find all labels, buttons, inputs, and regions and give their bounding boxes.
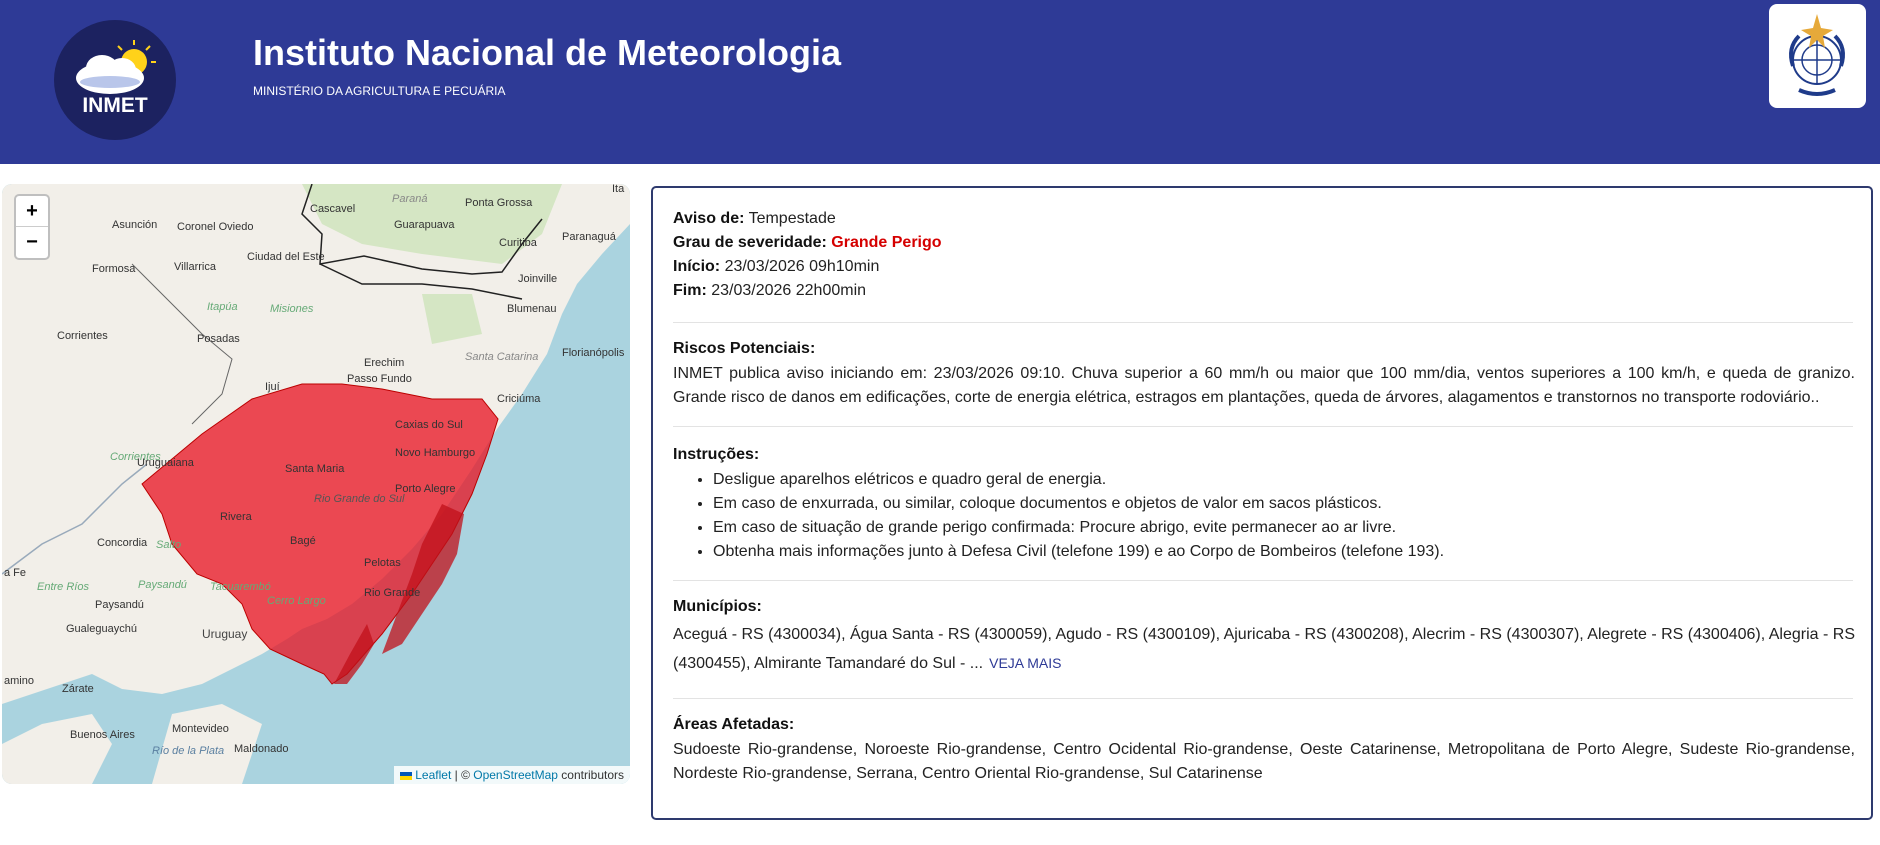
map-label: Cerro Largo [267, 595, 326, 607]
map-label: Cascavel [310, 203, 356, 215]
map-label: Buenos Aires [70, 729, 135, 741]
municipios-heading: Municípios: [673, 598, 762, 615]
map-label: Uruguaiana [137, 457, 194, 469]
veja-mais-link[interactable]: VEJA MAIS [989, 655, 1062, 671]
riscos-heading: Riscos Potenciais: [673, 340, 816, 357]
instrucao-item: • Em caso de enxurrada, ou similar, coloque documentos e objetos de valor em sacos plásticos. [713, 492, 1444, 516]
aviso-value: Tempestade [748, 210, 836, 227]
inicio-value: 23/03/2026 09h10min [724, 258, 880, 275]
municipios-text: Aceguá - RS (4300034), Água Santa - RS (4300059), Agudo - RS (4300109), Ajuricaba - RS (4300208), Alecrim - RS (4300307), Alegrete - RS (4300406), Alegria - RS (4300455), Almirante Tamandaré do Sul - ... [673, 626, 1855, 672]
map-label: Rio Grande [364, 587, 421, 599]
zoom-out-button[interactable]: − [26, 231, 38, 253]
zoom-in-button[interactable]: + [16, 196, 48, 227]
wmo-emblem-icon [1769, 4, 1866, 108]
map-label: Maldonado [234, 743, 289, 755]
map-label: Asunción [112, 219, 158, 231]
site-header [0, 0, 1880, 164]
fim-row [673, 282, 866, 300]
map-label: Santa Maria [285, 463, 345, 475]
map-label: Rivera [220, 511, 252, 523]
map-label: Ita [612, 184, 625, 195]
leaflet-link[interactable]: Leaflet [415, 768, 452, 782]
divider [673, 426, 1853, 427]
map-label: Paranaguá [562, 231, 616, 243]
map-label: Porto Alegre [395, 483, 456, 495]
map-label: Villarrica [174, 261, 216, 273]
map-label: Erechim [364, 357, 405, 369]
page-subtitle: MINISTÉRIO DA AGRICULTURA E PECUÁRIA [253, 84, 506, 98]
map-label: Itapúa [207, 301, 238, 313]
areas-text: Sudoeste Rio-grandense, Noroeste Rio-grandense, Centro Ocidental Rio-grandense, Oeste Catarinense, Metropolitana de Porto Alegre, Sudeste Rio-grandense, Nordeste Rio-grandense, Serrana, Centro Oriental Rio-grandense, Sul Catarinense [673, 741, 1855, 782]
divider [673, 580, 1853, 581]
inicio-row [673, 258, 879, 276]
map-label: Formosa [92, 263, 136, 275]
map-label: a Fe [4, 567, 27, 579]
map-label: Uruguay [202, 627, 248, 641]
page-title: Instituto Nacional de Meteorologia [253, 32, 842, 73]
map-label: Río de la Plata [152, 745, 225, 757]
map-label: Passo Fundo [347, 373, 412, 385]
map-label: Paysandú [138, 579, 187, 591]
map-label: Joinville [518, 273, 558, 285]
attribution-separator: | © [451, 768, 474, 782]
map-label: Salto [156, 539, 182, 551]
map-label: Posadas [197, 333, 240, 345]
map-label: Ciudad del Este [247, 251, 325, 263]
map-label: Santa Catarina [465, 351, 539, 363]
openstreetmap-link[interactable]: OpenStreetMap [473, 768, 558, 782]
severity-label: Grau de severidade: [673, 234, 827, 251]
map-label: Corrientes [110, 451, 161, 463]
divider [673, 322, 1853, 323]
map-label: Concordia [97, 537, 148, 549]
map-label: Tacuarembó [210, 581, 271, 593]
map-label: Ponta Grossa [465, 197, 533, 209]
map-label: Entre Ríos [37, 581, 89, 593]
zoom-control [14, 194, 50, 260]
map-label: Paraná [392, 193, 428, 205]
instrucoes-list [673, 468, 1444, 564]
severity-value: Grande Perigo [831, 234, 942, 251]
map-label: Montevideo [172, 723, 229, 735]
alert-map[interactable] [2, 184, 630, 784]
instrucoes-heading: Instruções: [673, 446, 760, 463]
map-label: Curitiba [499, 237, 537, 249]
instrucao-item: • Obtenha mais informações junto à Defesa Civil (telefone 199) e ao Corpo de Bombeiros (telefone 193). [713, 540, 1444, 564]
ukraine-flag-icon [400, 772, 412, 780]
severity-row [673, 234, 942, 252]
fim-value: 23/03/2026 22h00min [711, 282, 867, 299]
aviso-row [673, 210, 836, 228]
aviso-label: Aviso de: [673, 210, 745, 227]
map-label: Rio Grande do Sul [314, 493, 405, 505]
instrucao-item: • Desligue aparelhos elétricos e quadro geral de energia. [713, 468, 1444, 492]
attribution-contributors: contributors [557, 768, 624, 782]
alert-details-panel [651, 186, 1873, 820]
map-label: Coronel Oviedo [177, 221, 254, 233]
map-label: Florianópolis [562, 347, 625, 359]
riscos-text: INMET publica aviso iniciando em: 23/03/2026 09:10. Chuva superior a 60 mm/h ou maior que 100 mm/dia, ventos superiores a 100 km/h, e queda de granizo. Grande risco de danos em edificações, corte de energia elétrica, estragos em plantações, queda de árvores, alagamentos e transtornos no transporte rodoviário.. [673, 365, 1855, 406]
divider [673, 698, 1853, 699]
map-label: Zárate [62, 683, 94, 695]
map-label: Bagé [290, 535, 316, 547]
map-label: Pelotas [364, 557, 401, 569]
map-label: Blumenau [507, 303, 557, 315]
map-label: Corrientes [57, 330, 108, 342]
sun-cloud-icon [54, 20, 176, 140]
map-label: Paysandú [95, 599, 144, 611]
map-attribution [394, 766, 630, 784]
logo-text: INMET [82, 94, 148, 117]
inmet-logo[interactable] [54, 20, 176, 140]
map-label: Guarapuava [394, 219, 455, 231]
instrucao-item: • Em caso de situação de grande perigo confirmada: Procure abrigo, evite permanecer ao ar livre. [713, 516, 1444, 540]
map-label: Novo Hamburgo [395, 447, 476, 459]
map-label: Ijuí [265, 381, 280, 393]
inicio-label: Início: [673, 258, 721, 275]
map-canvas[interactable] [2, 184, 630, 784]
municipios-text-block [673, 620, 1855, 678]
map-label: Criciúma [497, 393, 541, 405]
wmo-logo[interactable] [1769, 4, 1866, 108]
map-label: Misiones [270, 303, 314, 315]
map-label: Caxias do Sul [395, 419, 463, 431]
areas-heading: Áreas Afetadas: [673, 716, 795, 733]
map-label: Gualeguaychú [66, 623, 137, 635]
map-label: amino [4, 675, 34, 687]
fim-label: Fim: [673, 282, 707, 299]
